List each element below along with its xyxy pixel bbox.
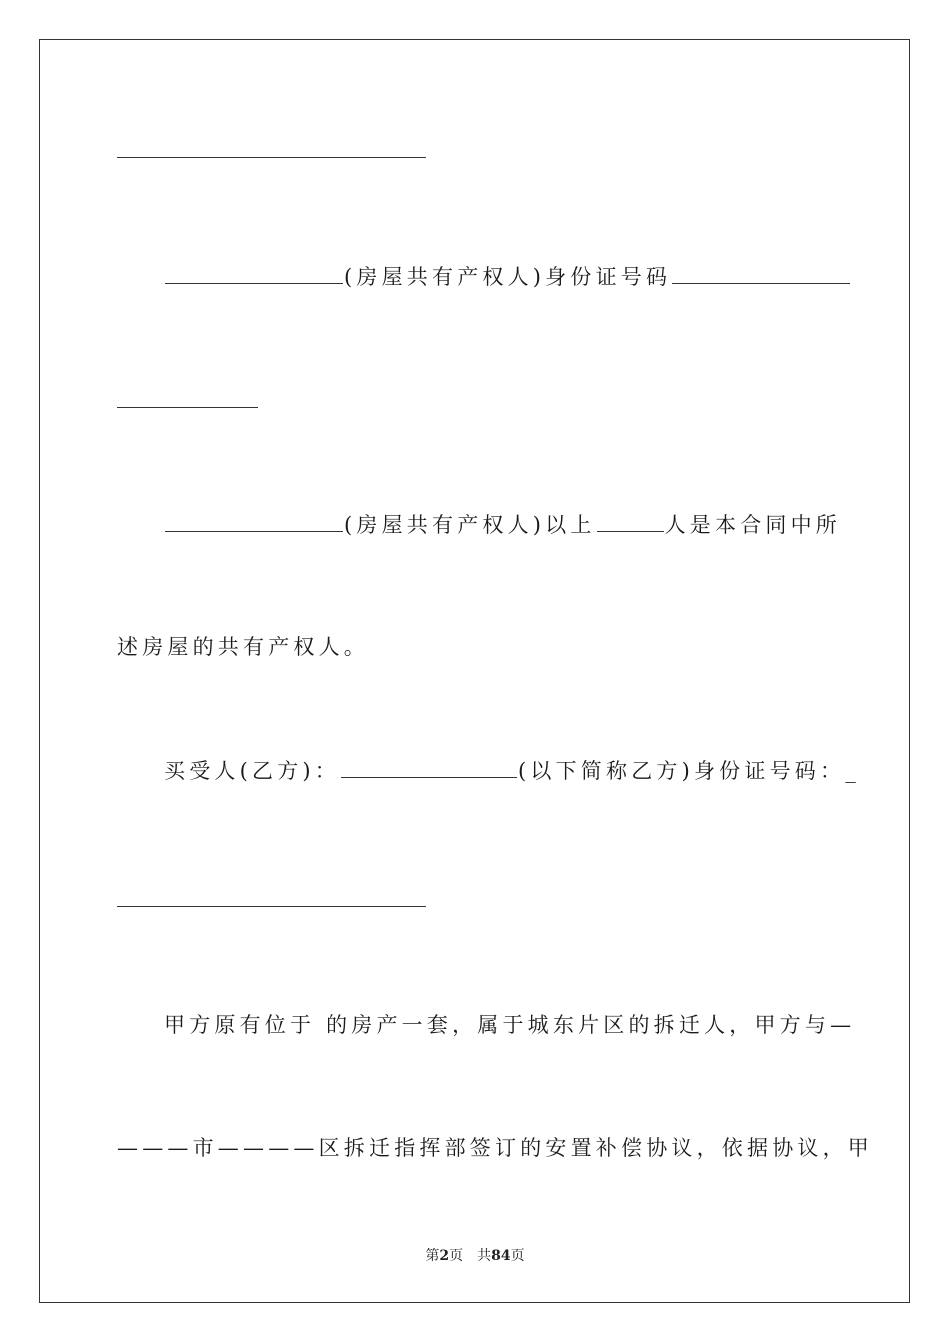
footer-prefix: 第 [425,1248,440,1264]
page-footer [0,1247,950,1265]
buyer-line [164,757,860,785]
footer-page-unit: 页 [449,1248,464,1264]
co-owner-2-name-blank [165,513,343,532]
co-owner-1-label: (房屋共有产权人)身份证号码 [344,265,672,289]
co-owner-2-line [164,511,841,539]
footer-total-prefix: 共 [477,1248,492,1264]
co-owner-2-label: (房屋共有产权人)以上 [344,513,596,537]
blank-line-id-continuation [117,407,258,408]
total-page-count: 84 [491,1248,511,1264]
page-frame [39,39,910,1303]
buyer-middle: (以下简称乙方)身份证号码： [518,759,846,783]
co-owner-1-id-blank [672,265,850,284]
co-owner-1-name-blank [165,265,343,284]
current-page-number: 2 [439,1248,450,1264]
background-line-2: ———市————区拆迁指挥部签订的安置补偿协议，依据协议，甲 [117,1136,873,1160]
footer-total-unit: 页 [510,1248,525,1264]
owner-count-blank [597,513,664,532]
blank-line-buyer-id [117,906,426,907]
buyer-prefix: 买受人(乙方)： [164,759,340,783]
co-owner-2-suffix: 人是本合同中所 [664,513,841,537]
blank-line-top [117,157,426,158]
co-owner-1-line [164,263,851,291]
co-owner-2-continuation: 述房屋的共有产权人。 [117,635,369,659]
buyer-tail: _ [845,759,860,783]
background-line-1: 甲方原有位于 的房产一套，属于城东片区的拆迁人，甲方与— [164,1013,856,1037]
buyer-name-blank [341,759,517,778]
